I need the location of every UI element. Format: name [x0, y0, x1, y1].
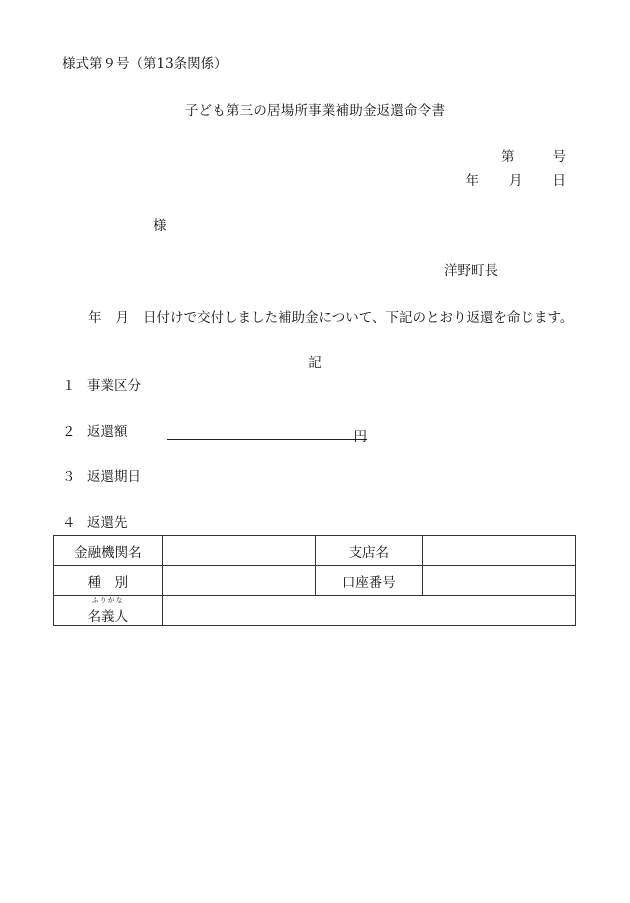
bank-name-field[interactable] [162, 536, 315, 566]
table-row [54, 596, 576, 626]
item-label: 事業区分 [87, 378, 141, 394]
body-text [88, 312, 573, 326]
account-type-label: 種 別 [54, 566, 163, 596]
item-label: 返還期日 [87, 469, 141, 485]
item-number: １ [62, 378, 76, 394]
document-number-line [501, 151, 566, 165]
number-prefix: 第 [501, 149, 515, 165]
item-number: ３ [62, 469, 76, 485]
bank-name-label: 金融機関名 [54, 536, 163, 566]
amount-unit: 円 [353, 429, 367, 445]
amount-input-line[interactable] [167, 425, 367, 445]
issuer-name: 洋野町長 [444, 263, 498, 279]
form-number: 様式第９号（第13条関係） [62, 56, 228, 72]
account-number-label: 口座番号 [316, 566, 423, 596]
holder-label-cell [54, 596, 163, 626]
item-number: ４ [62, 515, 76, 531]
branch-name-label: 支店名 [316, 536, 423, 566]
table-row [54, 536, 576, 566]
document-title: 子ども第三の居場所事業補助金返還命令書 [184, 103, 446, 119]
holder-name-field[interactable] [162, 596, 575, 626]
item-business-category [62, 380, 141, 394]
date-day: 日 [552, 173, 566, 189]
holder-text: 名義人 [87, 608, 129, 625]
item-label: 返還先 [87, 515, 128, 531]
ki-heading: 記 [308, 355, 322, 371]
number-suffix: 号 [552, 149, 566, 165]
body-rest: 日付けで交付しました補助金について、下記のとおり返還を命じます。 [143, 310, 574, 326]
issue-date-line [466, 175, 567, 189]
item-number: ２ [62, 424, 76, 440]
table-row [54, 566, 576, 596]
holder-furigana: ふりがな [91, 595, 124, 604]
date-month: 月 [509, 173, 523, 189]
bank-account-table [53, 535, 576, 626]
item-refund-destination [62, 517, 128, 531]
account-number-field[interactable] [422, 566, 575, 596]
holder-label [88, 597, 129, 625]
body-month: 月 [115, 310, 129, 326]
date-year: 年 [465, 173, 479, 189]
body-year: 年 [88, 310, 102, 326]
account-type-field[interactable] [162, 566, 315, 596]
item-label: 返還額 [87, 424, 128, 440]
branch-name-field[interactable] [422, 536, 575, 566]
item-refund-amount [62, 426, 128, 440]
item-refund-deadline [62, 471, 141, 485]
addressee-suffix: 様 [153, 218, 167, 234]
